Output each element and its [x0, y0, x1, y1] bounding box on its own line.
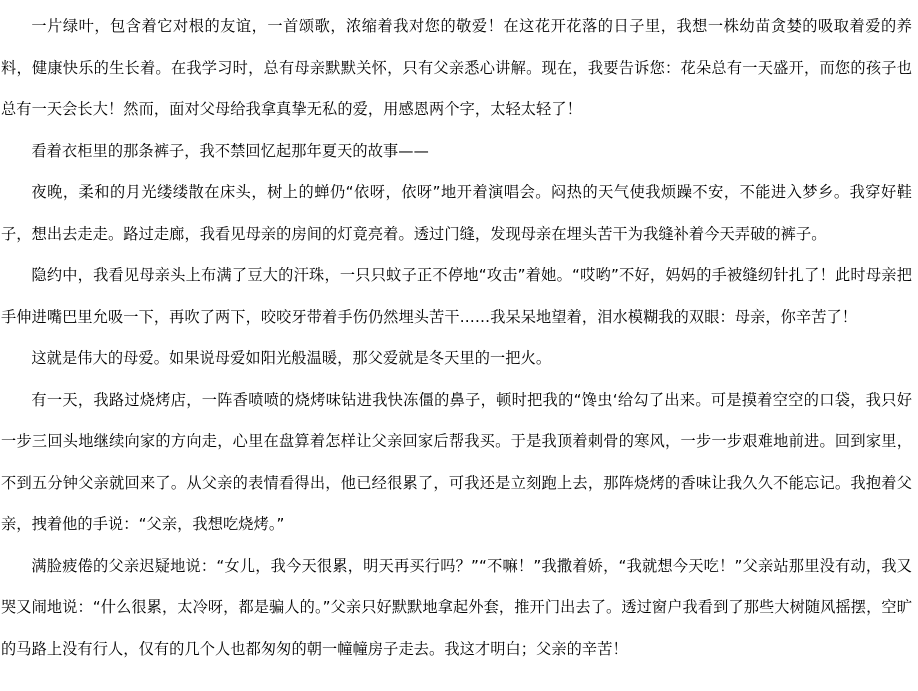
- paragraph-summer-night: 夜晚，柔和的月光缕缕散在床头，树上的蝉仍“依呀，依呀”地开着演唱会。闷热的天气使我烦躁不安，不能进入梦乡。我穿好鞋子，想出去走走。路过走廊，我看见母亲的房间的灯竟亮着。透过门缝，发现母亲在埋头苦干为我缝补着今天弄破的裤子。: [1, 183, 912, 243]
- paragraph-father-tired: 满脸疲倦的父亲迟疑地说：“女儿，我今天很累，明天再买行吗？”“不嘛！”我撒着娇，“我就想今天吃！”父亲站那里没有动，我又哭又闹地说：“什么很累，太冷呀，都是骗人的。”父亲只好默默地拿起外套，推开门出去了。透过窗户我看到了那些大树随风摇摆，空旷的马路上没有行人，仅有的几个人也都匆匆的朝一幢幢房子走去。我这才明白；父亲的辛苦！: [1, 556, 912, 658]
- paragraph-wardrobe-memory: 看着衣柜里的那条裤子，我不禁回忆起那年夏天的故事——: [31, 141, 429, 160]
- paragraph-gratitude-intro: 一片绿叶，包含着它对根的友谊，一首颂歌，浓缩着我对您的敬爱！在这花开花落的日子里，我想一株幼苗贪婪的吸取着爱的养料，健康快乐的生长着。在我学习时，总有母亲默默关怀，只有父亲悉心讲解。现在，我要告诉您：花朵总有一天盛开，而您的孩子也总有一天会长大！然而，面对父母给我拿真挚无私的爱，用感恩两个字，太轻太轻了！: [1, 17, 912, 118]
- paragraph-mother-sewing: 隐约中，我看见母亲头上布满了豆大的汗珠，一只只蚊子正不停地“攻击”着她。“哎哟”不好，妈妈的手被缝纫针扎了！此时母亲把手伸进嘴巴里允吸一下，再吹了两下，咬咬牙带着手伤仍然埋头苦干……我呆呆地望着，泪水模糊我的双眼：母亲，你辛苦了！: [1, 266, 912, 326]
- paragraph-mother-love: 这就是伟大的母爱。如果说母爱如阳光般温暖，那父爱就是冬天里的一把火。: [31, 349, 552, 367]
- paragraph-barbecue-story: 有一天，我路过烧烤店，一阵香喷喷的烧烤味钻进我快冻僵的鼻子，顿时把我的“馋虫‘给勾了出来。可是摸着空空的口袋，我只好一步三回头地继续向家的方向走，心里在盘算着怎样让父亲回家后帮我买。于是我顶着刺骨的寒风，一步一步艰难地前进。回到家里，不到五分钟父亲就回来了。从父亲的表情看得出，他已经很累了，可我还是立刻跑上去，那阵烧烤的香味让我久久不能忘记。我抱着父亲，拽着他的手说：“父亲，我想吃烧烤。”: [1, 390, 912, 533]
